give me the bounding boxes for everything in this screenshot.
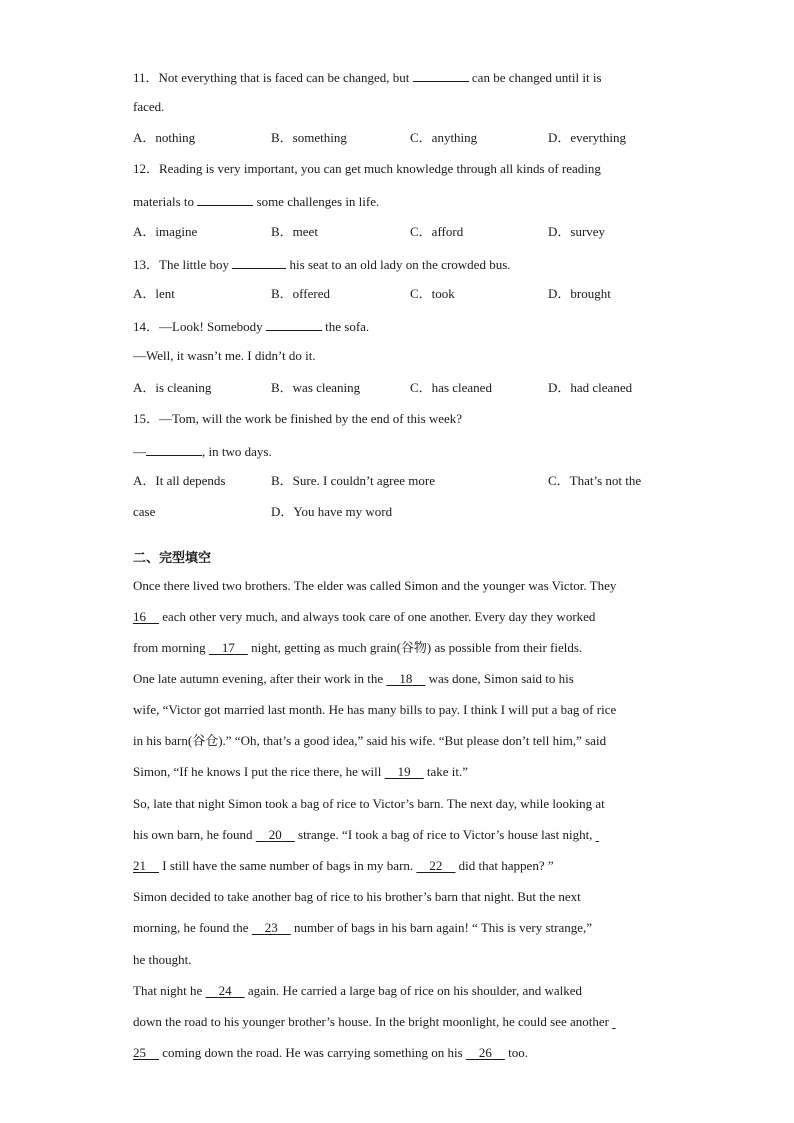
answer-blank (232, 255, 286, 269)
q14-text-b: the sofa. (325, 319, 370, 334)
passage-text: strange. “I took a bag of rice to Victor’s house last night, (298, 827, 593, 842)
q14-option-c: C．has cleaned (410, 380, 492, 395)
passage-text: down the road to his younger brother’s house. In the bright moonlight, he could see another (133, 1014, 609, 1029)
passage-text: too. (508, 1045, 529, 1060)
q12-option-c: C．afford (410, 224, 464, 239)
blank-24 (206, 983, 245, 998)
passage-line: Simon decided to take another bag of rice to his brother’s barn that night. But the next (133, 889, 581, 904)
blank-number: 25 (133, 1045, 146, 1060)
answer-blank (266, 317, 322, 331)
passage-text: did that happen? ” (458, 858, 554, 873)
passage-text: coming down the road. He was carrying something on his (162, 1045, 463, 1060)
blank-20 (256, 827, 295, 842)
passage-line: wife, “Victor got married last month. He has many bills to pay. I think I will put a bag of rice (133, 702, 617, 717)
q13-text-b: his seat to an old lady on the crowded bus. (289, 257, 511, 272)
blank-number: 26 (478, 1045, 492, 1060)
blank-number: 23 (264, 920, 278, 935)
blank-number: 17 (221, 640, 235, 655)
blank-16 (133, 609, 159, 624)
q15-option-a: A．It all depends (133, 473, 226, 488)
passage-text: That night he (133, 983, 203, 998)
q12-option-a: A．imagine (133, 224, 198, 239)
passage-line (133, 827, 599, 843)
q15-option-c: C．That’s not the (548, 473, 642, 488)
answer-blank (413, 68, 469, 82)
blank-25 (133, 1045, 159, 1060)
passage-text: again. He carried a large bag of rice on his shoulder, and walked (247, 983, 583, 998)
passage-text: from morning (133, 640, 206, 655)
q14-option-d: D．had cleaned (548, 380, 633, 395)
q12-text-a: materials to (133, 194, 195, 209)
blank-25-lead (612, 1014, 615, 1029)
passage-line: So, late that night Simon took a bag of rice to Victor’s barn. The next day, while looking at (133, 796, 605, 811)
blank-26 (466, 1045, 505, 1060)
passage-text: night, getting as much grain(谷物) as possible from their fields. (251, 640, 583, 655)
q12-option-d: D．survey (548, 224, 606, 239)
q14-text-a: 14．—Look! Somebody (133, 319, 263, 334)
blank-17 (209, 640, 248, 655)
passage-text: One late autumn evening, after their work in the (133, 671, 384, 686)
blank-number: 21 (133, 858, 146, 873)
passage-text: each other very much, and always took care of one another. Every day they worked (162, 609, 596, 624)
blank-18 (386, 671, 425, 686)
passage-line (133, 640, 582, 656)
blank-19 (385, 764, 424, 779)
q14-option-b: B．was cleaning (271, 380, 361, 395)
q13-option-c: C．took (410, 286, 455, 301)
passage-line (133, 858, 554, 874)
passage-line (133, 1045, 528, 1061)
question-15-stem: 15．—Tom, will the work be finished by the end of this week? (133, 411, 463, 426)
passage-text: morning, he found the (133, 920, 249, 935)
blank-21 (133, 858, 159, 873)
answer-blank (146, 442, 202, 456)
q11-option-a: A．nothing (133, 130, 196, 145)
q13-option-a: A．lent (133, 286, 175, 301)
blank-number: 22 (429, 858, 443, 873)
question-13-stem (133, 255, 511, 273)
q13-option-d: D．brought (548, 286, 611, 301)
passage-line: in his barn(谷仓).” “Oh, that’s a good idea,” said his wife. “But please don’t tell him,” said (133, 733, 607, 748)
question-14-stem (133, 317, 369, 335)
q11-text-a: 11．Not everything that is faced can be changed, but (133, 70, 410, 85)
q11-text-b: can be changed until it is (471, 70, 602, 85)
passage-text: take it.” (426, 764, 469, 779)
passage-line: Once there lived two brothers. The elder was called Simon and the younger was Victor. They (133, 578, 617, 593)
passage-line (133, 983, 582, 999)
q15-option-d: D．You have my word (271, 504, 393, 519)
q12-option-b: B．meet (271, 224, 318, 239)
q15-dash: — (133, 444, 146, 459)
blank-number: 16 (133, 609, 146, 624)
passage-line (133, 920, 592, 936)
passage-text: Simon, “If he knows I put the rice there, he will (133, 764, 382, 779)
question-11-stem (133, 68, 602, 86)
blank-21-lead (596, 827, 599, 842)
q15-option-b: B．Sure. I couldn’t agree more (271, 473, 436, 488)
q12-line-2 (133, 192, 379, 210)
passage-text: was done, Simon said to his (428, 671, 574, 686)
q15-line-2 (133, 442, 272, 460)
q14-response: —Well, it wasn’t me. I didn’t do it. (133, 348, 316, 363)
passage-line: he thought. (133, 952, 192, 967)
passage-text: number of bags in his barn again! “ This is very strange,” (294, 920, 593, 935)
section-heading: 二、完型填空 (133, 551, 212, 566)
passage-text: his own barn, he found (133, 827, 253, 842)
q13-option-b: B．offered (271, 286, 330, 301)
blank-22 (416, 858, 455, 873)
q15-text-b: , in two days. (202, 444, 272, 459)
q12-text-b: some challenges in life. (256, 194, 380, 209)
q14-option-a: A．is cleaning (133, 380, 212, 395)
passage-line (133, 764, 468, 780)
blank-23 (252, 920, 291, 935)
question-12-stem: 12．Reading is very important, you can get much knowledge through all kinds of reading (133, 161, 601, 176)
blank-number: 18 (399, 671, 413, 686)
q13-text-a: 13．The little boy (133, 257, 230, 272)
q15-option-c-cont: case (133, 504, 156, 519)
q11-option-b: B．something (271, 130, 347, 145)
answer-blank (197, 192, 253, 206)
passage-line (133, 1014, 615, 1030)
q11-option-d: D．everything (548, 130, 626, 145)
q11-option-c: C．anything (410, 130, 478, 145)
passage-line (133, 609, 595, 625)
blank-number: 24 (218, 983, 232, 998)
blank-number: 19 (397, 764, 411, 779)
q11-text-c: faced. (133, 99, 165, 114)
passage-line (133, 671, 574, 687)
blank-number: 20 (268, 827, 282, 842)
passage-text: I still have the same number of bags in my barn. (162, 858, 414, 873)
